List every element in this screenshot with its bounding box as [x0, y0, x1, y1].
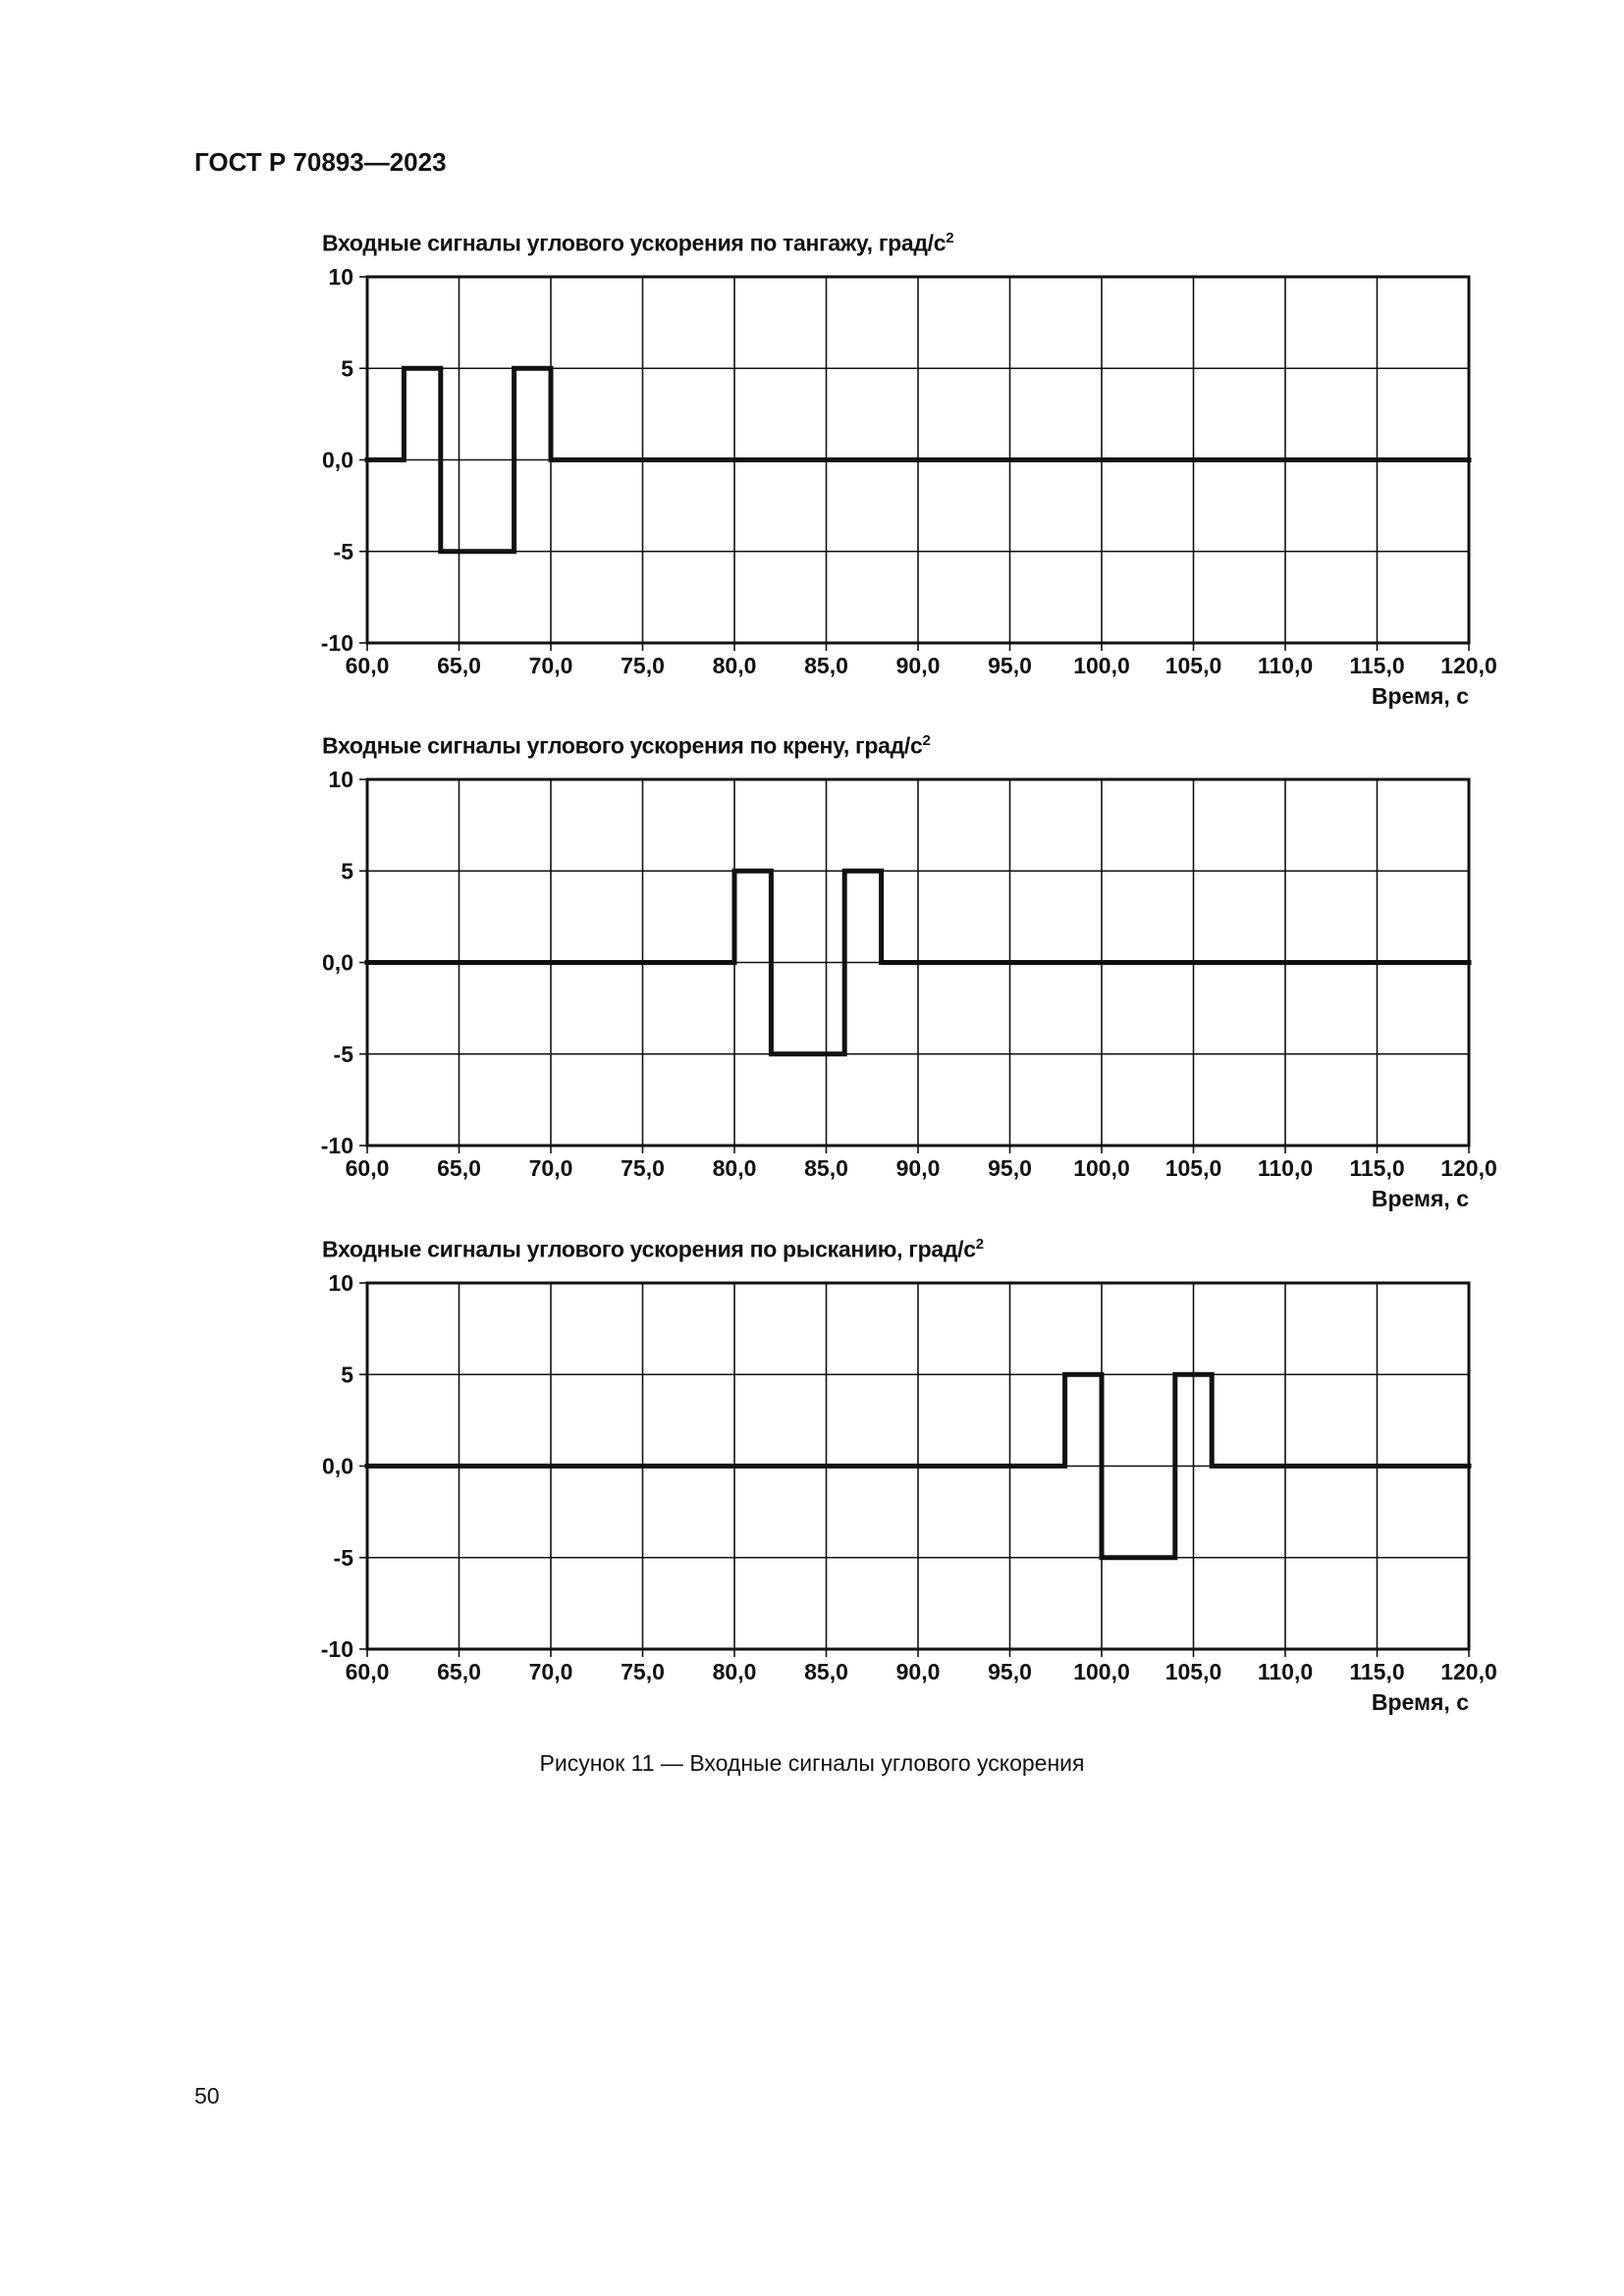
y-tick-label: -5	[333, 1041, 353, 1067]
x-tick-label: 80,0	[712, 653, 757, 678]
y-tick-label: -5	[333, 538, 353, 564]
chart-pitch	[0, 226, 1624, 717]
x-tick-label: 60,0	[345, 1659, 390, 1684]
x-tick-label: 75,0	[621, 1659, 665, 1684]
chart-roll	[0, 728, 1624, 1219]
chart-title: Входные сигналы углового ускорения по тангажу, град/$с^2$	[322, 230, 954, 256]
x-tick-label: 120,0	[1440, 1155, 1497, 1181]
x-tick-label: 90,0	[895, 1155, 941, 1181]
y-tick-label: 10	[328, 1270, 353, 1296]
x-tick-label: 75,0	[621, 653, 665, 678]
chart-title: Входные сигналы углового ускорения по рысканию, град/$с^2$	[322, 1236, 984, 1262]
x-tick-label: 110,0	[1257, 653, 1314, 678]
x-tick-label: 60,0	[345, 653, 390, 678]
y-tick-label: -10	[320, 630, 353, 656]
x-axis-label: Время, с	[1371, 1689, 1469, 1715]
chart-yaw	[0, 1232, 1624, 1723]
x-tick-label: 70,0	[528, 653, 573, 678]
x-tick-label: 85,0	[804, 1155, 848, 1181]
chart-plot	[0, 226, 1624, 717]
x-tick-label: 115,0	[1349, 1659, 1405, 1684]
x-tick-label: 90,0	[895, 653, 941, 678]
x-tick-label: 120,0	[1440, 653, 1497, 678]
y-tick-label: 5	[341, 1362, 353, 1388]
x-tick-label: 115,0	[1349, 653, 1405, 678]
y-tick-label: 10	[328, 264, 353, 290]
document-header: ГОСТ Р 70893—2023	[194, 147, 447, 177]
y-tick-label: 0,0	[322, 949, 353, 976]
x-tick-label: 95,0	[988, 1155, 1032, 1181]
x-tick-label: 110,0	[1257, 1659, 1314, 1684]
x-tick-label: 75,0	[621, 1155, 665, 1181]
chart-plot	[0, 728, 1624, 1219]
x-tick-label: 105,0	[1164, 653, 1222, 678]
y-tick-label: 5	[341, 355, 353, 382]
x-tick-label: 70,0	[528, 1659, 573, 1684]
y-tick-label: -10	[320, 1636, 353, 1662]
y-tick-label: -10	[320, 1133, 353, 1158]
x-tick-label: 100,0	[1073, 1659, 1130, 1684]
x-tick-label: 70,0	[528, 1155, 573, 1181]
page-number: 50	[194, 2083, 220, 2109]
chart-title: Входные сигналы углового ускорения по крену, град/$с^2$	[322, 732, 931, 759]
x-tick-label: 85,0	[804, 1659, 848, 1684]
x-axis-label: Время, с	[1371, 1186, 1469, 1211]
x-tick-label: 110,0	[1257, 1155, 1314, 1181]
x-tick-label: 100,0	[1073, 1155, 1130, 1181]
x-tick-label: 95,0	[988, 1659, 1032, 1684]
x-tick-label: 60,0	[345, 1155, 390, 1181]
figure-caption: Рисунок 11 — Входные сигналы углового ускорения	[539, 1750, 1085, 1776]
x-tick-label: 95,0	[988, 653, 1032, 678]
x-tick-label: 85,0	[804, 653, 848, 678]
x-tick-label: 120,0	[1440, 1659, 1497, 1684]
chart-plot	[0, 1232, 1624, 1723]
y-tick-label: 0,0	[322, 447, 353, 473]
y-tick-label: 0,0	[322, 1453, 353, 1479]
x-tick-label: 65,0	[437, 1155, 481, 1181]
x-tick-label: 80,0	[712, 1155, 757, 1181]
y-tick-label: -5	[333, 1544, 353, 1571]
x-tick-label: 115,0	[1349, 1155, 1405, 1181]
x-tick-label: 80,0	[712, 1659, 757, 1684]
y-tick-label: 10	[328, 767, 353, 792]
x-tick-label: 65,0	[437, 653, 481, 678]
x-tick-label: 90,0	[895, 1659, 941, 1684]
y-tick-label: 5	[341, 858, 353, 884]
x-tick-label: 100,0	[1073, 653, 1130, 678]
x-tick-label: 65,0	[437, 1659, 481, 1684]
x-tick-label: 105,0	[1164, 1155, 1222, 1181]
x-tick-label: 105,0	[1164, 1659, 1222, 1684]
x-axis-label: Время, с	[1371, 683, 1469, 709]
